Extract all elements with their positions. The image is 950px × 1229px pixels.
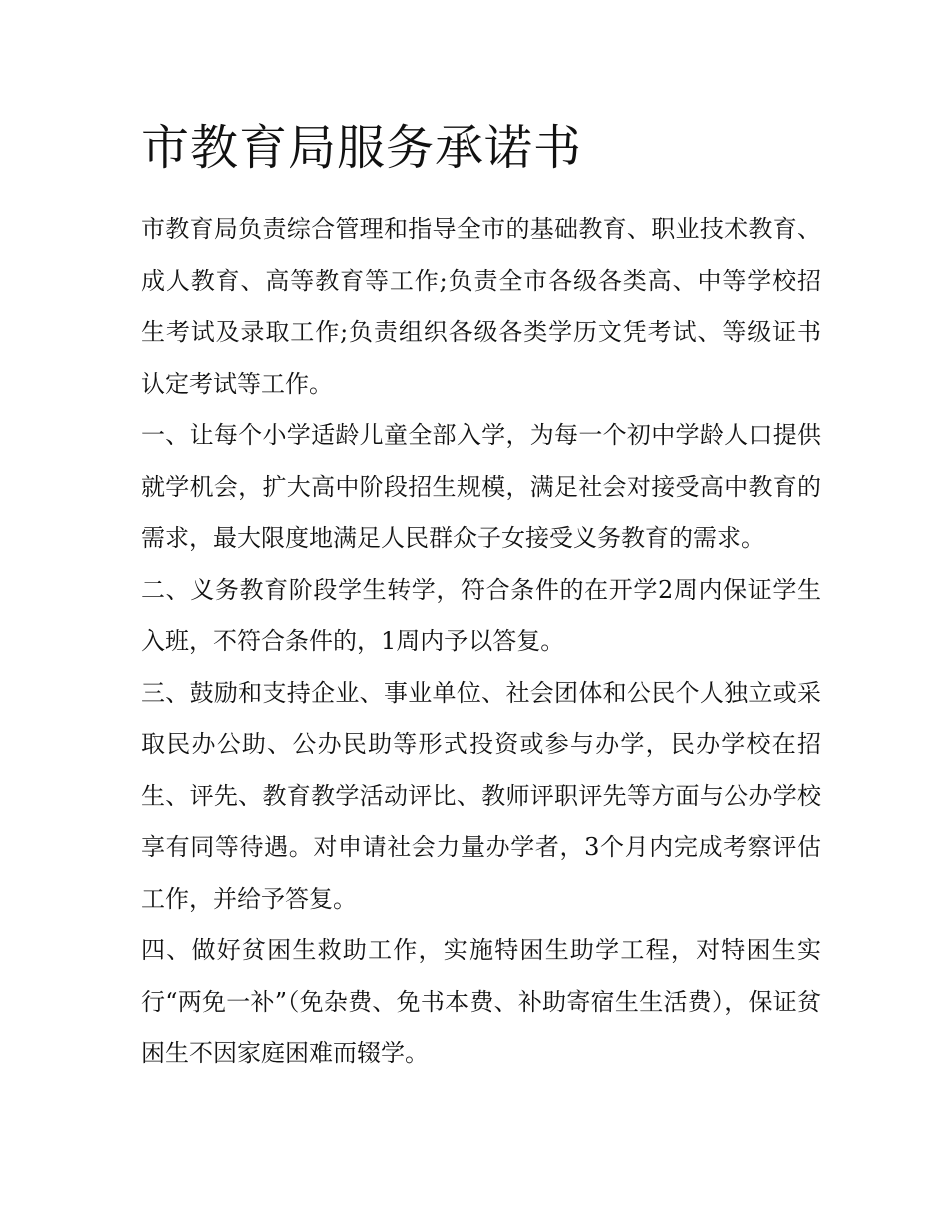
document-page bbox=[141, 112, 821, 1080]
commitment-4-paragraph: 四、做好贫困生救助工作，实施特困生助学工程，对特困生实行“两免一补”（免杂费、免书本费、补助寄宿生生活费），保证贫困生不因家庭困难而辍学。 bbox=[141, 936, 821, 1067]
intro-paragraph: 市教育局负责综合管理和指导全市的基础教育、职业技术教育、成人教育、高等教育等工作;负责全市各级各类高、中等学校招生考试及录取工作;负责组织各级各类学历文凭考试、等级证书认定考试等工作。 bbox=[141, 215, 821, 398]
commitment-2-paragraph: 二、义务教育阶段学生转学，符合条件的在开学2周内保证学生入班，不符合条件的，1周内予以答复。 bbox=[141, 575, 821, 655]
commitment-1-paragraph: 一、让每个小学适龄儿童全部入学，为每一个初中学龄人口提供就学机会，扩大高中阶段招生规模，满足社会对接受高中教育的需求，最大限度地满足人民群众子女接受义务教育的需求。 bbox=[141, 421, 821, 552]
document-title: 市教育局服务承诺书 bbox=[141, 120, 583, 176]
commitment-3-paragraph: 三、鼓励和支持企业、事业单位、社会团体和公民个人独立或采取民办公助、公办民助等形式投资或参与办学，民办学校在招生、评先、教育教学活动评比、教师评职评先等方面与公办学校享有同等待遇。对申请社会力量办学者，3个月内完成考察评估工作，并给予答复。 bbox=[141, 678, 821, 913]
